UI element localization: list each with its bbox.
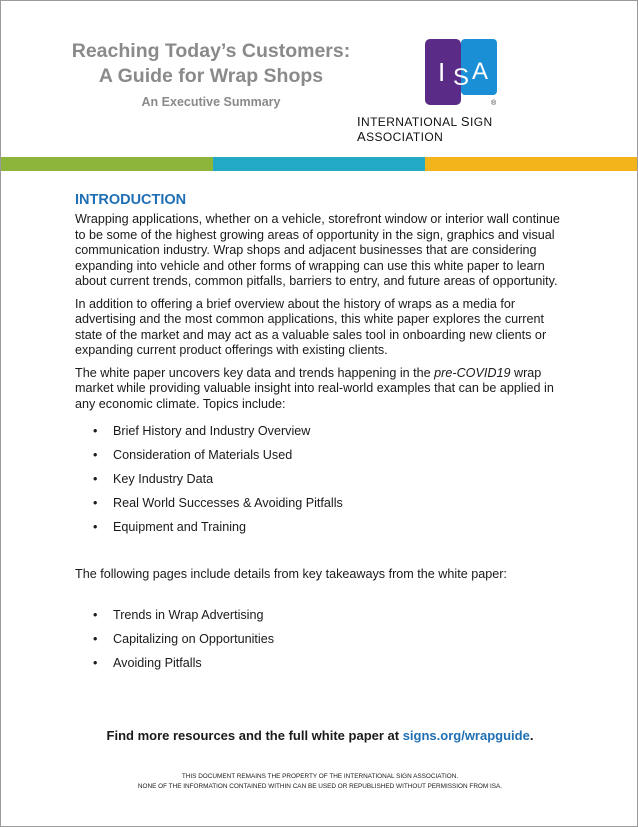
- footer-line-1: THIS DOCUMENT REMAINS THE PROPERTY OF THE INTERNATIONAL SIGN ASSOCIATION.: [181, 773, 459, 780]
- list-item: [75, 491, 569, 515]
- org-name-initial-3: A: [357, 129, 367, 144]
- document-title-line-1: Reaching Today’s Customers:: [71, 40, 351, 62]
- org-name-initial-1: I: [357, 114, 362, 129]
- bullet-icon: •: [93, 607, 98, 622]
- document-subtitle: An Executive Summary: [141, 95, 281, 109]
- list-item: [75, 651, 569, 675]
- list-item-text: Brief History and Industry Overview: [113, 424, 311, 438]
- footer-line-2: NONE OF THE INFORMATION CONTAINED WITHIN CAN BE USED OR REPUBLISHED WITHOUT PERMISSION FROM ISA.: [137, 783, 503, 790]
- intro-section: [75, 191, 569, 675]
- logo-letter-i: I: [438, 57, 446, 87]
- bullet-icon: •: [93, 424, 98, 438]
- call-to-action: [1, 728, 638, 743]
- intro-paragraph-2: In addition to offering a brief overview about the history of wraps as a media for advertising and the most common applications, this white paper explores the current state of the market and may act as a valuable sales tool in onboarding new clients or expanding current product offerings with existing clients.: [75, 296, 547, 357]
- color-bar-yellow: [425, 157, 638, 171]
- list-item-text: Capitalizing on Opportunities: [113, 631, 275, 646]
- takeaways-list: [75, 603, 569, 675]
- logo-letter-a: A: [472, 58, 489, 85]
- wrapguide-link[interactable]: signs.org/wrapguide: [402, 728, 530, 743]
- list-item: [75, 419, 569, 443]
- bullet-icon: •: [93, 448, 98, 462]
- paragraph-3-italic: pre-COVID19: [434, 365, 511, 380]
- title-block: [61, 39, 361, 110]
- section-heading: INTRODUCTION: [75, 192, 187, 208]
- organization-name: [357, 114, 569, 144]
- list-item: [75, 627, 569, 651]
- list-item: [75, 515, 569, 539]
- bullet-icon: •: [93, 655, 98, 670]
- list-item-text: Consideration of Materials Used: [113, 448, 293, 462]
- bullet-icon: •: [93, 496, 98, 510]
- cta-period: .: [529, 728, 534, 743]
- org-name-part-2: IGN: [469, 115, 493, 129]
- cta-text: Find more resources and the full white paper at: [106, 728, 403, 743]
- list-item-text: Avoiding Pitfalls: [113, 655, 202, 670]
- intro-paragraph-1: Wrapping applications, whether on a vehicle, storefront window or interior wall continue to be some of the highest growing areas of opportunity in the sign, graphics and visual communication industry. Wrap shops and adjacent businesses that are considering expanding into vehicle and other forms of wrapping can use this white paper to learn about current trends, common pitfalls, barriers to entry, and future areas of opportunity.: [75, 212, 560, 288]
- list-item: [75, 467, 569, 491]
- list-item: [75, 603, 569, 627]
- copyright-footer: [1, 772, 638, 792]
- list-item-text: Trends in Wrap Advertising: [113, 607, 264, 622]
- list-item-text: Equipment and Training: [113, 520, 247, 534]
- org-name-initial-2: S: [460, 114, 470, 129]
- logo-letter-s: S: [453, 64, 470, 91]
- registered-mark: ®: [491, 100, 497, 105]
- color-bar-green: [1, 157, 213, 171]
- list-item-text: Real World Successes & Avoiding Pitfalls: [113, 496, 343, 510]
- org-name-part-1: NTERNATIONAL: [361, 115, 461, 129]
- document-title-line-2: A Guide for Wrap Shops: [98, 65, 324, 87]
- topics-list: [75, 419, 569, 539]
- paragraph-3-text-a: The white paper uncovers key data and trends happening in the: [75, 365, 435, 380]
- bullet-icon: •: [93, 631, 98, 646]
- intro-paragraph-4: The following pages include details from key takeaways from the white paper:: [75, 567, 507, 581]
- color-bar-blue: [213, 157, 425, 171]
- intro-paragraph-3: [75, 366, 569, 413]
- list-item-text: Key Industry Data: [113, 472, 214, 486]
- isa-logo: [425, 39, 497, 105]
- list-item: [75, 443, 569, 467]
- bullet-icon: •: [93, 520, 98, 534]
- bullet-icon: •: [93, 472, 98, 486]
- org-name-part-3: SSOCIATION: [366, 130, 444, 144]
- paragraph-3-text-b: wrap market while providing valuable insight into real-world examples that can be applied in any economic climate. Topics include:: [75, 365, 554, 411]
